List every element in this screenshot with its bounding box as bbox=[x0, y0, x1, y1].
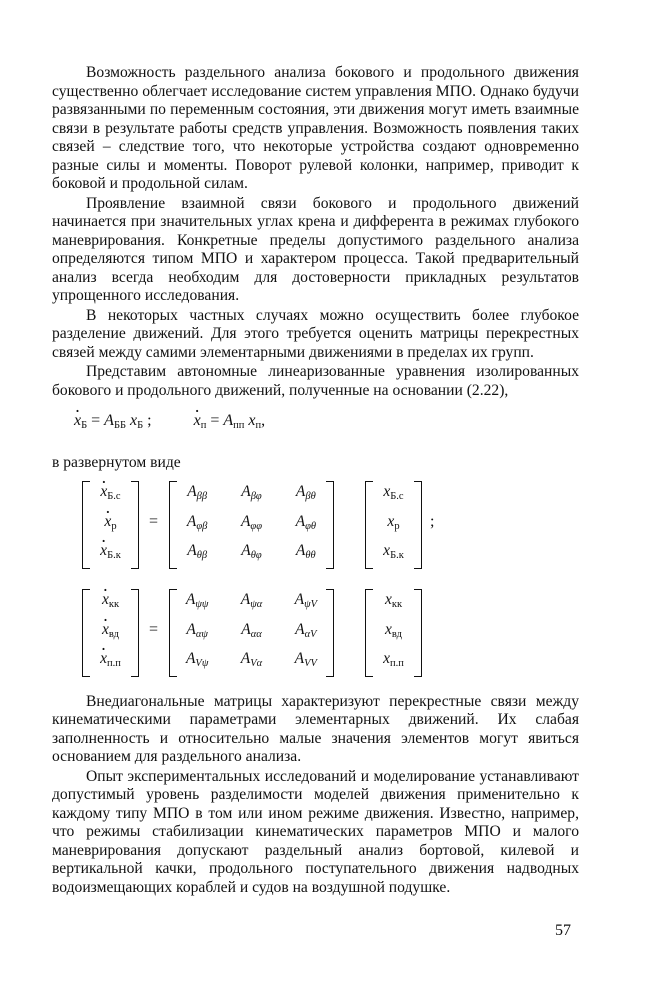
paragraph-6: Внедиагональные матрицы характеризуют перекрестные связи между кинематическими параметрами элементарных движений. Их слабая заполненность и относительно малые значения элементов могут явиться основанием для раздельного анализа. bbox=[52, 692, 579, 765]
state-derivative: · $x_{Б.с}$ bbox=[83, 481, 138, 510]
matrix-element: $A_{VV}$ bbox=[294, 650, 317, 670]
eq-x-dot-p: · x bbox=[194, 412, 201, 431]
matrix-element: $A_{V\psi}$ bbox=[185, 650, 209, 670]
state-derivative: · $x_{вд}$ bbox=[83, 618, 138, 647]
matrix-semicolon: ; bbox=[430, 512, 435, 530]
page-body bbox=[52, 64, 579, 897]
state-variable: $x_{Б.к}$ bbox=[383, 542, 404, 562]
eq-a-bb: A bbox=[104, 412, 114, 429]
matrix-element: $A_{\theta\beta}$ bbox=[187, 542, 208, 562]
matrix-element: $A_{\varphi\varphi}$ bbox=[240, 512, 263, 532]
paragraph-4: Представим автономные линеаризованные уравнения изолированных бокового и продольного движений, полученные на основании (2.22), bbox=[52, 363, 579, 399]
eq-x-b: x bbox=[130, 412, 138, 429]
eq-sub-pp: пп bbox=[233, 420, 245, 431]
matrix-element: $A_{\psi\psi}$ bbox=[185, 591, 209, 611]
matrix-element: $A_{\beta\beta}$ bbox=[187, 483, 208, 503]
matrix-element: $A_{\varphi\beta}$ bbox=[186, 512, 208, 532]
eq-sub-p-2: п bbox=[255, 420, 262, 431]
state-derivative: · $x_р$ bbox=[83, 510, 138, 539]
matrix-equation-longitudinal bbox=[52, 589, 579, 681]
eq-x-p: x bbox=[248, 412, 256, 429]
matrix-element: $A_{\alpha\psi}$ bbox=[186, 620, 208, 640]
eq-equals-1: = bbox=[91, 412, 101, 429]
matrix-equals-longitudinal: = bbox=[149, 620, 159, 638]
matrix-equation-lateral bbox=[52, 481, 579, 573]
paragraph-3: В некоторых частных случаях можно осуществить более глубокое разделение движений. Для этого требуется оценить матрицы перекрестных связей между самими элементарными движениями в пределах их групп. bbox=[52, 306, 579, 361]
eq-semicolon: ; bbox=[147, 412, 152, 429]
state-derivative: · $x_{Б.к}$ bbox=[83, 539, 138, 568]
eq-x-dot-b: · x bbox=[74, 412, 81, 431]
state-variable: $x_{вд}$ bbox=[385, 620, 402, 640]
eq-sub-b-2: Б bbox=[137, 420, 144, 431]
page-number: 57 bbox=[555, 922, 571, 939]
state-derivative: · $x_{кк}$ bbox=[83, 589, 138, 618]
matrix-element: $A_{\theta\varphi}$ bbox=[241, 542, 262, 562]
paragraph-7: Опыт экспериментальных исследований и моделирование устанавливают допустимый уровень разделимости моделей движения применительно к каждому типу МПО в том или ином режиме движения. Известно, например, что режимы стабилизации кинематических параметров МПО и малого маневрирования допускают раздельный анализ бортовой, килевой и вертикальной качки, продольного поступательного движения надводных водоизмещающих кораблей и судов на воздушной подушке. bbox=[52, 767, 579, 896]
matrix-lhs-lateral bbox=[82, 481, 139, 569]
eq-a-pp: A bbox=[223, 412, 234, 429]
eq-sub-b: Б bbox=[81, 420, 88, 431]
matrix-element: $A_{\psi V}$ bbox=[294, 591, 318, 611]
paragraph-5: в развернутом виде bbox=[52, 454, 181, 471]
matrix-rhs-lateral bbox=[365, 481, 422, 569]
matrix-element: $A_{\beta\varphi}$ bbox=[241, 483, 262, 503]
matrix-element: $A_{\alpha V}$ bbox=[295, 620, 317, 640]
state-equations: · $x_Б = A_{ББ}$ $x_Б$ ; · $x_п = A_{пп}$ $x_п$, bbox=[74, 412, 579, 434]
state-variable: $x_р$ bbox=[387, 512, 400, 532]
matrix-element: $A_{\alpha\alpha}$ bbox=[241, 620, 262, 640]
matrix-element: $A_{\psi\alpha}$ bbox=[240, 591, 263, 611]
matrix-element: $A_{V\alpha}$ bbox=[240, 650, 263, 670]
paragraph-1: Возможность раздельного анализа бокового и продольного движения существенно облегчает исследование систем управления МПО. Однако будучи развязанными по переменным состояния, эти движения могут иметь взаимные связи в результате работы средств управления. Возможность появления таких связей – следствие того, что некоторые устройства создают одновременно разные силы и моменты. Поворот рулевой колонки, например, приводит к боковой и продольной силам. bbox=[52, 64, 579, 192]
matrix-element: $A_{\theta\theta}$ bbox=[295, 542, 316, 562]
matrix-a-lateral bbox=[169, 481, 334, 569]
matrix-element: $A_{\beta\theta}$ bbox=[295, 483, 316, 503]
state-variable: $x_{Б.с}$ bbox=[383, 483, 404, 503]
matrix-rhs-longitudinal bbox=[365, 589, 422, 677]
paragraph-2: Проявление взаимной связи бокового и продольного движений начинается при значительных углах крена и дифферента в режимах глубокого маневрирования. Конкретные пределы допустимого раздельного анализа определяются типом МПО и характером процесса. Такой предварительный анализ всегда необходим для достоверности прикладных результатов упрощенного исследования. bbox=[52, 194, 579, 304]
state-derivative: · $x_{п.п}$ bbox=[83, 647, 138, 676]
eq-sub-p: п bbox=[200, 420, 207, 431]
matrix-lhs-longitudinal bbox=[82, 589, 139, 677]
eq-sub-bb: ББ bbox=[113, 420, 127, 431]
state-variable: $x_{п.п}$ bbox=[383, 650, 404, 670]
matrix-element: $A_{\varphi\theta}$ bbox=[295, 512, 317, 532]
state-variable: $x_{кк}$ bbox=[384, 591, 403, 611]
matrix-equals-lateral: = bbox=[149, 512, 159, 530]
eq-equals-2: = bbox=[210, 412, 220, 429]
matrix-a-longitudinal bbox=[169, 589, 334, 677]
